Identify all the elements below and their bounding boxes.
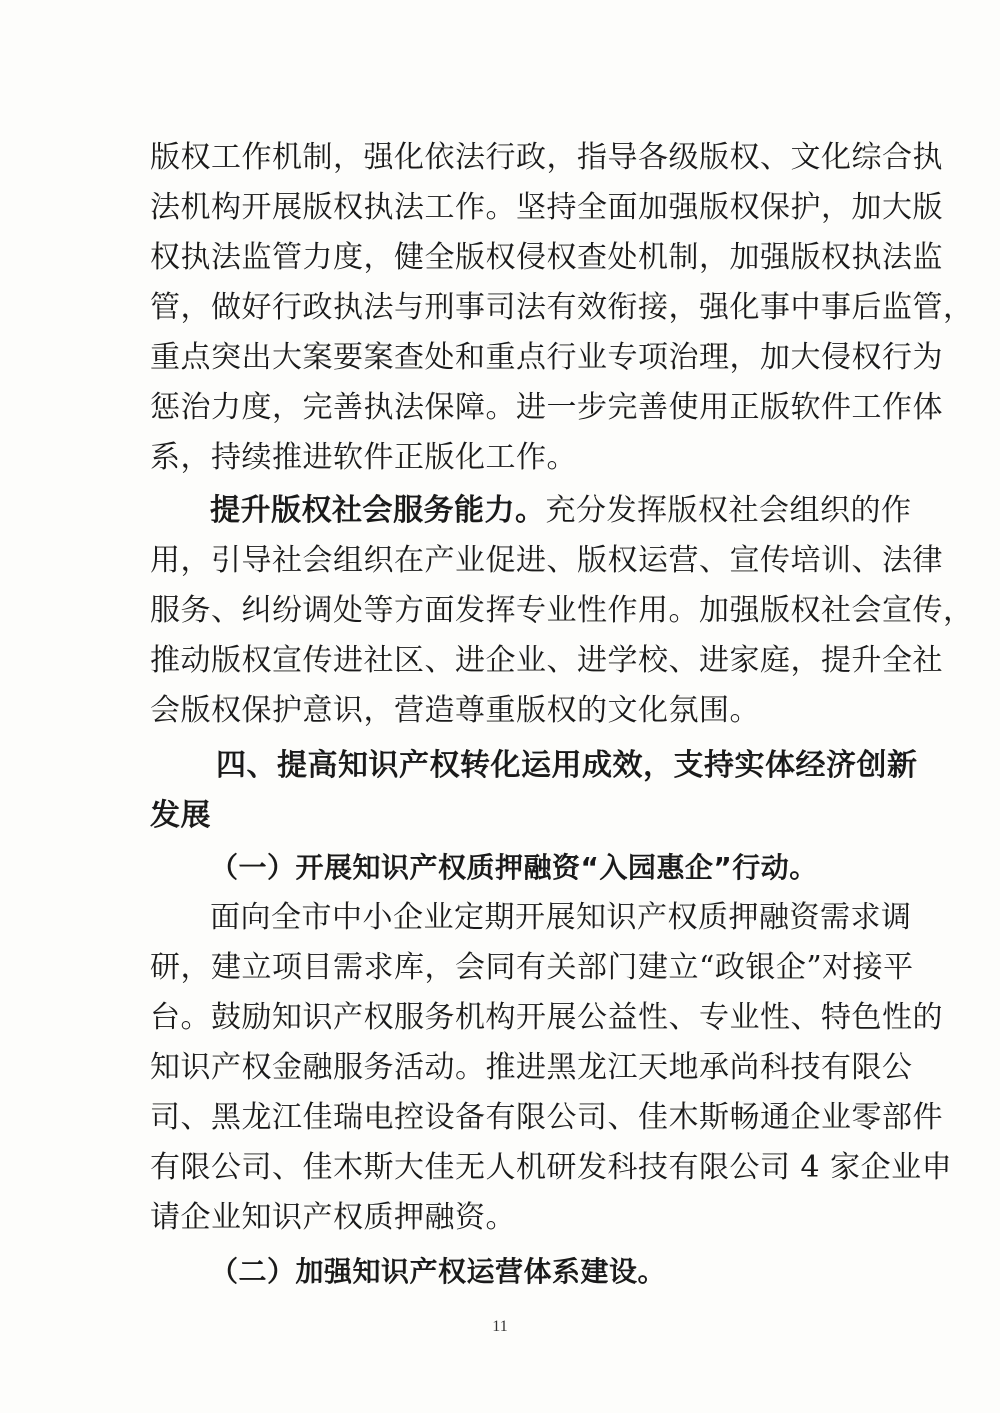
paragraph-line: 版权工作机制，强化依法行政，指导各级版权、文化综合执 — [150, 140, 943, 175]
subsection-heading: （二）加强知识产权运营体系建设。 — [210, 1255, 667, 1288]
paragraph-line: 有限公司、佳木斯大佳无人机研发科技有限公司 4 家企业申 — [150, 1150, 953, 1185]
paragraph-line: 重点突出大案要案查处和重点行业专项治理，加大侵权行为 — [150, 340, 943, 375]
paragraph-line: 管，做好行政执法与刑事司法有效衔接，强化事中事后监管， — [150, 290, 974, 325]
paragraph-line: 面向全市中小企业定期开展知识产权质押融资需求调 — [210, 900, 912, 935]
paragraph-line: 用，引导社会组织在产业促进、版权运营、宣传培训、法律 — [150, 543, 943, 578]
paragraph-line: 请企业知识产权质押融资。 — [150, 1200, 516, 1235]
paragraph-first-line — [210, 489, 912, 533]
paragraph-line: 知识产权金融服务活动。推进黑龙江天地承尚科技有限公 — [150, 1050, 913, 1085]
paragraph-line: 服务、纠纷调处等方面发挥专业性作用。加强版权社会宣传， — [150, 593, 974, 628]
paragraph-line: 台。鼓励知识产权服务机构开展公益性、专业性、特色性的 — [150, 1000, 943, 1035]
paragraph-line: 惩治力度，完善执法保障。进一步完善使用正版软件工作体 — [150, 390, 943, 425]
paragraph-line: 研，建立项目需求库，会同有关部门建立“政银企”对接平 — [150, 950, 914, 985]
subsection-heading: （一）开展知识产权质押融资“入园惠企”行动。 — [210, 851, 818, 884]
page-number: 11 — [492, 1318, 508, 1335]
paragraph-line: 权执法监管力度，健全版权侵权查处机制，加强版权执法监 — [150, 240, 943, 275]
bold-lead: 提升版权社会服务能力。 — [210, 493, 546, 528]
paragraph-line: 法机构开展版权执法工作。坚持全面加强版权保护，加大版 — [150, 190, 943, 225]
first-line-rest: 充分发挥版权社会组织的作 — [545, 493, 912, 528]
paragraph-line: 推动版权宣传进社区、进企业、进学校、进家庭，提升全社 — [150, 643, 943, 678]
section-heading-continued: 发展 — [150, 798, 211, 833]
paragraph-line: 会版权保护意识，营造尊重版权的文化氛围。 — [150, 693, 760, 728]
paragraph-line: 司、黑龙江佳瑞电控设备有限公司、佳木斯畅通企业零部件 — [150, 1100, 943, 1135]
paragraph-line: 系，持续推进软件正版化工作。 — [150, 440, 577, 475]
section-heading: 四、提高知识产权转化运用成效，支持实体经济创新 — [216, 748, 918, 783]
